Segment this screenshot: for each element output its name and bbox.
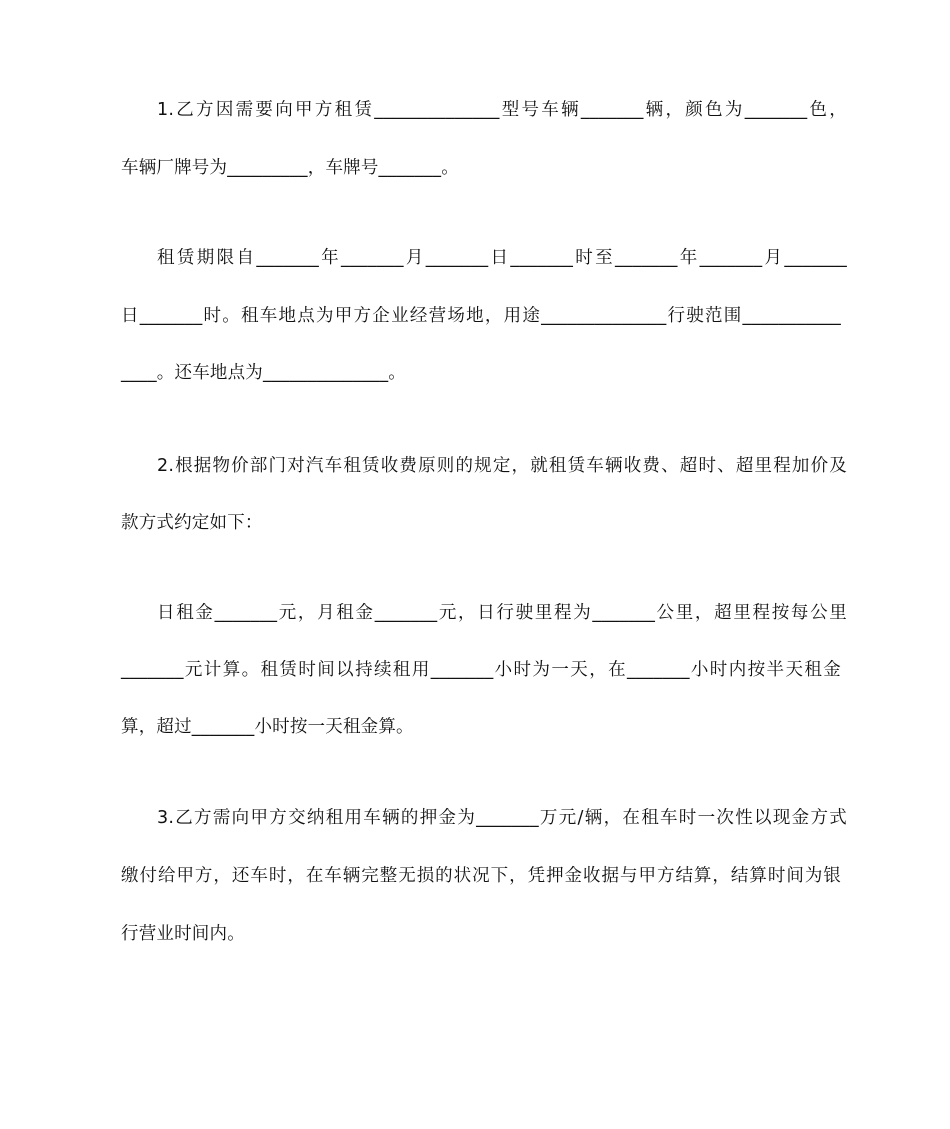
- clause-1-line-1: 1.乙方因需要向甲方租赁______________型号车辆_______辆，颜色为_______色，: [157, 100, 847, 120]
- rental-period-line-2: 日_______时。租车地点为甲方企业经营场地，用途______________行驶范围___________: [121, 306, 841, 326]
- fee-line-2: _______元计算。租赁时间以持续租用_______小时为一天，在_______小时内按半天租金: [121, 660, 841, 680]
- clause-3-line-2: 缴付给甲方，还车时，在车辆完整无损的状况下，凭押金收据与甲方结算，结算时间为银: [121, 866, 841, 886]
- clause-2-line-1: 2.根据物价部门对汽车租赁收费原则的规定，就租赁车辆收费、超时、超里程加价及: [157, 456, 847, 476]
- clause-1-line-2: 车辆厂牌号为_________，车牌号_______。: [121, 158, 459, 178]
- clause-3-line-3: 行营业时间内。: [121, 924, 245, 944]
- rental-period-line-1: 租赁期限自_______年_______月_______日_______时至_______年_______月_______: [157, 248, 847, 268]
- clause-2-line-2: 款方式约定如下：: [121, 513, 263, 533]
- clause-3-line-1: 3.乙方需向甲方交纳租用车辆的押金为_______万元/辆，在租车时一次性以现金方式: [157, 808, 847, 828]
- fee-line-1: 日租金_______元，月租金_______元，日行驶里程为_______公里，超里程按每公里: [157, 603, 847, 623]
- rental-period-line-3: ____。还车地点为______________。: [121, 363, 406, 383]
- fee-line-3: 算，超过_______小时按一天租金算。: [121, 717, 414, 737]
